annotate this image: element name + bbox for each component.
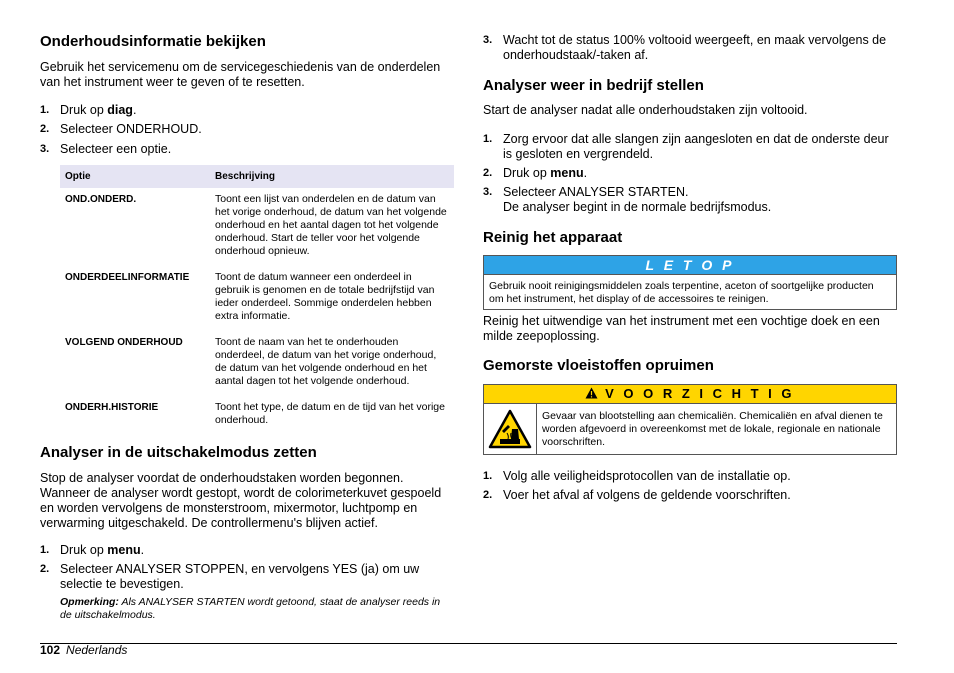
options-table <box>60 165 454 427</box>
footer-rule <box>40 643 897 644</box>
intro-shutdown-mode: Stop de analyser voordat de onderhoudstaken worden begonnen. Wanneer de analyser wordt gestopt, wordt de colorimeterkuvet gespoeld en worden vervolgens de monsterstroom, mixermotor, luchtpomp en verwarming uitgeschakeld. De controllermenu's blijven actief. <box>40 471 442 530</box>
clean-instruction: Reinig het uitwendige van het instrument met een vochtige doek en een milde zeepoplossing. <box>483 314 880 343</box>
heading-maintenance-info: Onderhoudsinformatie bekijken <box>40 33 266 50</box>
table-row <box>60 336 454 401</box>
step-menu: 1. Druk op menu. <box>40 543 145 557</box>
heading-spills: Gemorste vloeistoffen opruimen <box>483 357 714 374</box>
step-diag: 1. Druk op diag. <box>40 103 137 117</box>
step-select-option: 3. Selecteer een optie. <box>40 142 172 156</box>
option-key: ONDERDEELINFORMATIE <box>65 272 190 283</box>
notice-box <box>483 255 897 310</box>
chemical-hazard-icon <box>488 409 532 449</box>
notice-title: L E T O P <box>484 256 896 275</box>
step-start-analyser: 3. Selecteer ANALYSER STARTEN. De analyser begint in de normale bedrijfsmodus. <box>483 185 772 214</box>
step-wait-status: 3. Wacht tot de status 100% voltooid weergeeft, en maak vervolgens de onderhoudstaak/-taken af. <box>483 33 887 62</box>
caution-box <box>483 384 897 455</box>
option-key: VOLGEND ONDERHOUD <box>65 337 183 348</box>
heading-shutdown-mode: Analyser in de uitschakelmodus zetten <box>40 444 317 461</box>
table-row <box>60 271 454 336</box>
caution-title: V O O R Z I C H T I G <box>484 385 896 404</box>
warning-triangle-icon <box>585 387 598 399</box>
table-header-description: Beschrijving <box>210 165 454 188</box>
notice-text: Gebruik nooit reinigingsmiddelen zoals terpentine, aceton of soortgelijke producten om het instrument, het display of de accessoires te reinigen. <box>489 280 874 305</box>
step-safety-protocols: 1. Volg alle veiligheidsprotocollen van de installatie op. <box>483 469 791 483</box>
step-stop-analyser: 2. Selecteer ANALYSER STOPPEN, en vervolgens YES (ja) om uw selectie te bevestigen. <box>40 562 420 591</box>
note-shutdown: Opmerking: Als ANALYSER STARTEN wordt getoond, staat de analyser reeds in de uitschakelmodus. <box>60 596 441 621</box>
option-key: OND.ONDERD. <box>65 194 137 205</box>
page-number: 102 <box>40 643 61 657</box>
table-header-row <box>60 165 454 188</box>
intro-maintenance-info: Gebruik het servicemenu om de servicegeschiedenis van de onderdelen van het instrument weer te geven of te resetten. <box>40 60 441 89</box>
caution-text: Gevaar van blootstelling aan chemicaliën. Chemicaliën en afval dienen te worden afgevoerd in overeenkomst met de lokale, regionale en nationale voorschriften. <box>542 410 883 448</box>
step-menu-right: 2. Druk op menu. <box>483 166 588 180</box>
option-key: ONDERH.HISTORIE <box>65 402 159 413</box>
option-description: Toont de datum wanneer een onderdeel in gebruik is genomen en de totale bedrijfstijd van ieder onderdeel. Sommige onderdelen hebben extra informatie. <box>215 271 435 322</box>
table-header-option: Optie <box>60 165 210 188</box>
step-select-onderhoud: 2. Selecteer ONDERHOUD. <box>40 122 202 136</box>
footer-language: Nederlands <box>66 643 128 657</box>
option-description: Toont de naam van het te onderhouden onderdeel, de datum van het vorige onderhoud, de datum van het volgende onderhoud en het aantal dagen tot het volgende onderhoud. <box>215 336 437 387</box>
table-row <box>60 401 454 427</box>
step-dispose-waste: 2. Voer het afval af volgens de geldende voorschriften. <box>483 488 791 502</box>
intro-restart-analyser: Start de analyser nadat alle onderhoudstaken zijn voltooid. <box>483 103 808 117</box>
page-footer <box>40 643 127 657</box>
step-check-tubes: 1. Zorg ervoor dat alle slangen zijn aangesloten en dat de onderste deur is gesloten en vergrendeld. <box>483 132 889 161</box>
heading-restart-analyser: Analyser weer in bedrijf stellen <box>483 77 704 94</box>
heading-clean-device: Reinig het apparaat <box>483 229 623 246</box>
option-description: Toont een lijst van onderdelen en de datum van het vorige onderhoud, de datum van het volgende onderhoud en het aantal dagen tot het volgende onderhoud. Start de teller voor het volgende onderhoud opnieuw. <box>215 193 447 257</box>
caution-icon-cell <box>484 404 537 455</box>
table-row <box>60 188 454 271</box>
option-description: Toont het type, de datum en de tijd van het vorige onderhoud. <box>215 401 445 426</box>
